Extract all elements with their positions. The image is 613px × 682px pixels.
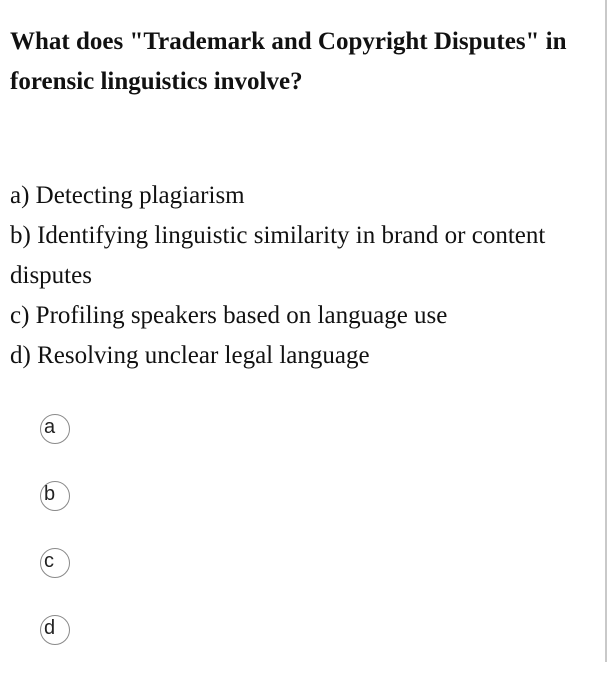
choice-a-letter: a [44, 416, 56, 438]
right-border-divider [605, 0, 607, 662]
choice-d-letter: d [44, 617, 56, 639]
choice-d-radio[interactable] [40, 615, 70, 645]
choice-c-radio[interactable] [40, 548, 70, 578]
option-b-text: b) Identifying linguistic similarity in brand or content disputes [10, 222, 546, 289]
options-list [10, 176, 600, 376]
question-text: What does "Trademark and Copyright Disputes" in forensic linguistics involve? [10, 28, 567, 95]
answer-choices [40, 414, 70, 682]
choice-b-letter: b [44, 483, 56, 505]
option-a-text: a) Detecting plagiarism [10, 182, 245, 209]
choice-a-radio[interactable] [40, 414, 70, 444]
choice-b-radio[interactable] [40, 481, 70, 511]
option-c-text: c) Profiling speakers based on language use [10, 302, 448, 329]
option-d-text: d) Resolving unclear legal language [10, 342, 370, 369]
choice-c-letter: c [44, 550, 54, 572]
